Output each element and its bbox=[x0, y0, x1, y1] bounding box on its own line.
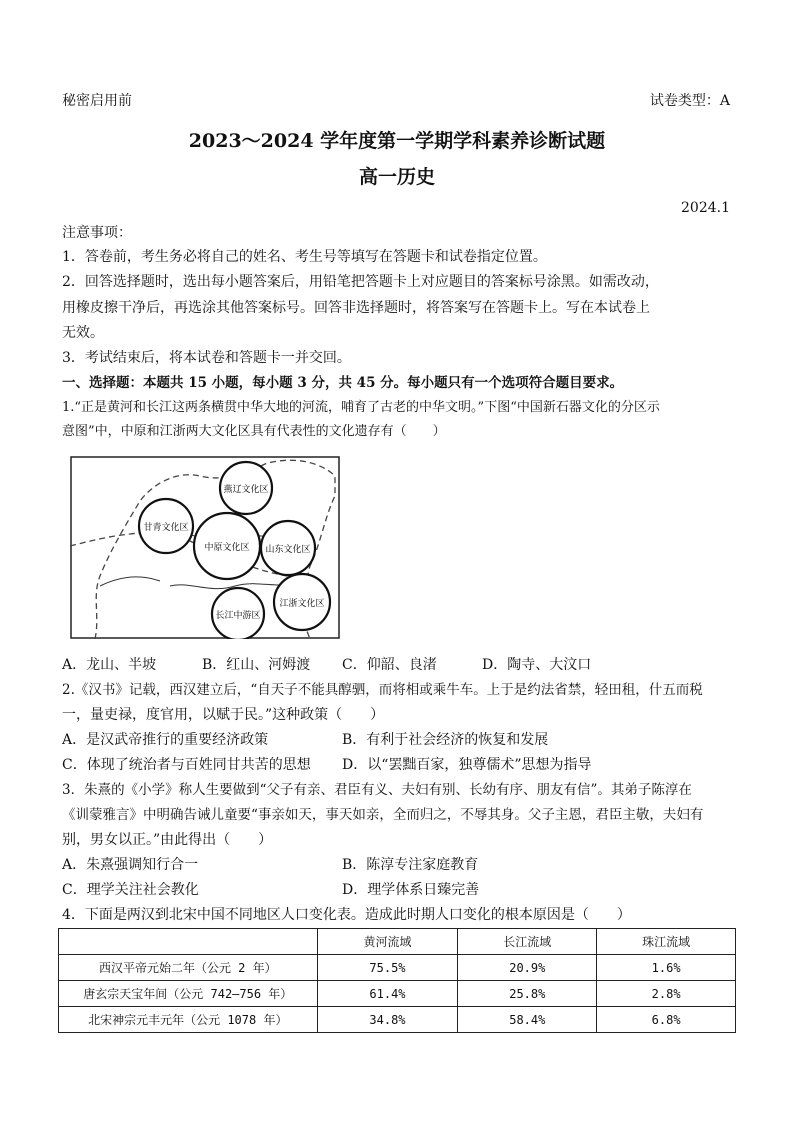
question-2-stem: 一，量吏禄，度官用，以赋于民。”这种政策（ ） bbox=[62, 707, 385, 723]
notice-item: 用橡皮擦干净后，再选涂其他答案标号。回答非选择题时，将答案写在答题卡上。写在本试卷上 bbox=[62, 300, 650, 316]
neolithic-culture-map bbox=[70, 456, 340, 639]
question-3-option-a: A．朱熹强调知行合一 bbox=[62, 857, 199, 873]
question-3-option-b: B．陈淳专注家庭教育 bbox=[342, 857, 479, 873]
table-header-cell: 长江流域 bbox=[458, 929, 597, 955]
question-1-stem: 意图”中，中原和江浙两大文化区具有代表性的文化遗存有（ ） bbox=[62, 424, 446, 439]
question-2-option-b: B．有利于社会经济的恢复和发展 bbox=[342, 732, 549, 748]
table-cell-value: 2.8% bbox=[597, 981, 736, 1007]
section-heading: 一、选择题：本题共 15 小题，每小题 3 分，共 45 分。每小题只有一个选项符合题目要求。 bbox=[62, 375, 624, 391]
question-1-option-a: A．龙山、半坡 bbox=[62, 657, 157, 673]
table-cell-value: 6.8% bbox=[597, 1007, 736, 1033]
table-cell-value: 58.4% bbox=[458, 1007, 597, 1033]
table-header-cell bbox=[59, 929, 318, 955]
table-cell-value: 75.5% bbox=[317, 955, 458, 981]
question-3-stem: 《训蒙雅言》中明确告诫儿童要“事亲如天，事天如亲，全而归之，不辱其身。父子主恩，君臣主敬，夫妇有 bbox=[62, 807, 704, 823]
jiangzhe-zone bbox=[274, 574, 330, 630]
changjiang-zone bbox=[212, 588, 264, 639]
question-3-option-d: D．理学体系日臻完善 bbox=[342, 882, 480, 898]
table-row bbox=[59, 955, 736, 981]
question-1-option-c: C．仰韶、良渚 bbox=[342, 657, 437, 673]
exam-subject: 高一历史 bbox=[358, 166, 435, 188]
zhongyuan-zone bbox=[194, 513, 260, 579]
notice-item: 2．回答选择题时，选出每小题答案后，用铅笔把答题卡上对应题目的答案标号涂黑。如需改动， bbox=[62, 274, 659, 290]
table-cell-value: 1.6% bbox=[597, 955, 736, 981]
question-2-stem: 2.《汉书》记载，西汉建立后，“自天子不能具醇驷，而将相或乘牛车。上于是约法省禁，轻田租，什五而税 bbox=[62, 682, 703, 698]
notice-item: 3．考试结束后，将本试卷和答题卡一并交回。 bbox=[62, 350, 351, 366]
table-cell-period: 唐玄宗天宝年间（公元 742—756 年） bbox=[59, 981, 318, 1007]
question-2-option-d: D．以“罢黜百家，独尊儒术”思想为指导 bbox=[342, 757, 592, 773]
question-1-option-d: D．陶寺、大汶口 bbox=[482, 657, 592, 673]
question-3-option-c: C．理学关注社会教化 bbox=[62, 882, 199, 898]
notice-heading: 注意事项： bbox=[62, 225, 132, 241]
population-table bbox=[58, 928, 736, 1033]
question-2-option-a: A．是汉武帝推行的重要经济政策 bbox=[62, 732, 269, 748]
map-label-changjiang: 长江中游区 bbox=[215, 611, 261, 621]
question-1-option-b: B．红山、河姆渡 bbox=[202, 657, 311, 673]
exam-date: 2024.1 bbox=[681, 200, 730, 216]
table-header-cell: 黄河流域 bbox=[317, 929, 458, 955]
table-cell-value: 20.9% bbox=[458, 955, 597, 981]
notice-item: 1．答卷前，考生务必将自己的姓名、考生号等填写在答题卡和试卷指定位置。 bbox=[62, 249, 547, 265]
map-label-ganqing: 甘青文化区 bbox=[143, 523, 189, 533]
map-label-jiangzhe: 江浙文化区 bbox=[279, 599, 325, 609]
table-cell-period: 北宋神宗元丰元年（公元 1078 年） bbox=[59, 1007, 318, 1033]
ganqing-zone bbox=[139, 499, 193, 553]
shandong-zone bbox=[261, 521, 315, 575]
table-header-cell: 珠江流域 bbox=[597, 929, 736, 955]
map-label-yanliao: 燕辽文化区 bbox=[223, 485, 269, 495]
paper-type-label: 试卷类型：A bbox=[649, 93, 730, 109]
yanliao-zone bbox=[220, 462, 272, 514]
table-cell-period: 西汉平帝元始二年（公元 2 年） bbox=[59, 955, 318, 981]
table-row bbox=[59, 981, 736, 1007]
table-cell-value: 34.8% bbox=[317, 1007, 458, 1033]
map-label-zhongyuan: 中原文化区 bbox=[204, 543, 250, 553]
exam-title: 2023～2024 学年度第一学期学科素养诊断试题 bbox=[188, 130, 606, 152]
table-row bbox=[59, 1007, 736, 1033]
secret-label: 秘密启用前 bbox=[62, 93, 132, 109]
table-cell-value: 61.4% bbox=[317, 981, 458, 1007]
question-3-stem: 别，男女以正。”由此得出（ ） bbox=[62, 832, 273, 848]
question-1-stem: 1.“正是黄河和长江这两条横贯中华大地的河流，哺育了古老的中华文明。”下图“中国新石器文化的分区示 bbox=[62, 400, 660, 415]
question-2-option-c: C．体现了统治者与百姓同甘共苦的思想 bbox=[62, 757, 311, 773]
question-4-stem: 4．下面是两汉到北宋中国不同地区人口变化表。造成此时期人口变化的根本原因是（ ） bbox=[62, 907, 631, 923]
table-cell-value: 25.8% bbox=[458, 981, 597, 1007]
table-header-row bbox=[59, 929, 736, 955]
question-3-stem: 3．朱熹的《小学》称人生要做到“父子有亲、君臣有义、夫妇有别、长幼有序、朋友有信”。其弟子陈淳在 bbox=[62, 782, 692, 798]
map-label-shandong: 山东文化区 bbox=[265, 545, 311, 555]
notice-item: 无效。 bbox=[62, 325, 104, 341]
